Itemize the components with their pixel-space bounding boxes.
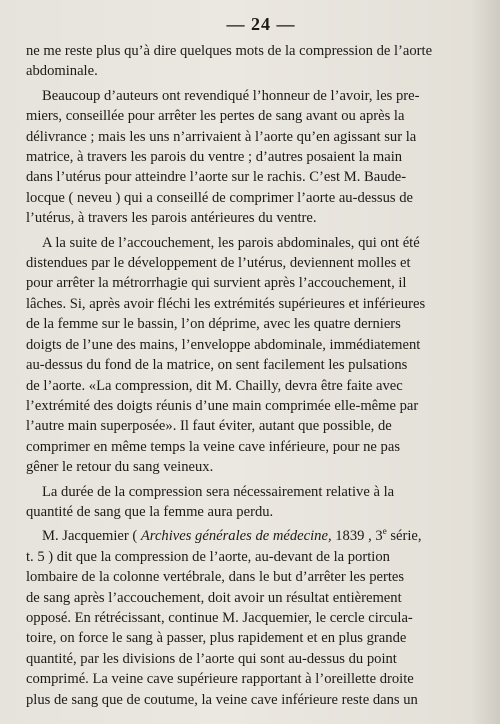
text-line: distendues par le développement de l’utérus, deviennent molles et bbox=[26, 255, 411, 272]
text-line: l’utérus, à travers les parois antérieures du ventre. bbox=[26, 210, 317, 227]
text-line: pour arrêter la métrorrhagie qui survient après l’accouchement, il bbox=[26, 275, 407, 292]
text-line bbox=[26, 526, 478, 546]
paragraph-3 bbox=[26, 233, 478, 478]
text-line: opposé. En rétrécissant, continue M. Jacquemier, le cercle circula- bbox=[26, 609, 413, 626]
text-line: miers, conseillée pour arrêter les pertes de sang avant ou après la bbox=[26, 108, 405, 125]
paragraph-1 bbox=[26, 41, 478, 82]
text-line: de sang après l’accouchement, doit avoir un résultat entièrement bbox=[26, 589, 402, 606]
text-line: plus de sang que de coutume, la veine cave inférieure reste dans un bbox=[26, 691, 418, 708]
text-line: La durée de la compression sera nécessairement relative à la bbox=[42, 483, 395, 500]
text-line: de l’aorte. «La compression, dit M. Chailly, devra être faite avec bbox=[26, 377, 403, 394]
paragraph-4 bbox=[26, 482, 478, 523]
text-line: quantité de sang que la femme aura perdu. bbox=[26, 503, 274, 520]
text-run: série, bbox=[386, 528, 422, 545]
paragraph-5 bbox=[26, 526, 478, 710]
text-line: ne me reste plus qu’à dire quelques mots de la compression de l’aorte bbox=[26, 43, 433, 59]
text-line: de la femme sur le bassin, l’on déprime, avec les quatre derniers bbox=[26, 316, 401, 333]
text-line: comprimé. La veine cave supérieure rapportant à l’oreillette droite bbox=[26, 671, 414, 688]
superscript: e bbox=[382, 526, 387, 537]
text-line: matrice, à travers les parois du ventre ; d’autres posaient la main bbox=[26, 149, 403, 166]
text-line: dans l’utérus pour atteindre l’aorte sur le rachis. C’est M. Baude- bbox=[26, 169, 407, 186]
text-line: l’extrémité des doigts réunis d’une main comprimée elle-même par bbox=[26, 397, 419, 414]
paragraph-2 bbox=[26, 86, 478, 229]
text-line: t. 5 ) dit que la compression de l’aorte, au-devant de la portion bbox=[26, 548, 390, 565]
text-line: lombaire de la colonne vertébrale, dans le but d’arrêter les pertes bbox=[26, 569, 405, 586]
text-run: 1839 , 3 bbox=[331, 528, 383, 545]
text-line: au-dessus du fond de la matrice, on sent facilement les pulsations bbox=[26, 357, 408, 374]
text-line: toire, on force le sang à passer, plus rapidement et en plus grande bbox=[26, 630, 407, 647]
text-line: quantité, par les divisions de l’aorte qui sont au-dessus du point bbox=[26, 650, 397, 667]
text-line: gêner le retour du sang veineux. bbox=[26, 459, 214, 476]
text-line: abdominale. bbox=[26, 63, 98, 80]
text-line: comprimer en même temps la veine cave inférieure, pour ne pas bbox=[26, 438, 401, 455]
text-line: Beaucoup d’auteurs ont revendiqué l’honneur de l’avoir, les pre- bbox=[42, 87, 420, 104]
text-line: l’autre main superposée». Il faut éviter, autant que possible, de bbox=[26, 418, 392, 435]
page-number: — 24 — bbox=[226, 14, 296, 34]
journal-title: Archives générales de médecine, bbox=[140, 528, 332, 545]
text-line: A la suite de l’accouchement, les parois abdominales, qui ont été bbox=[42, 234, 420, 251]
text-line: doigts de l’une des mains, l’enveloppe abdominale, immédiatement bbox=[26, 336, 421, 353]
text-run: M. Jacquemier ( bbox=[42, 528, 141, 545]
text-line: locque ( neveu ) qui a conseillé de comprimer l’aorte au-dessus de bbox=[26, 189, 413, 206]
text-line: lâches. Si, après avoir fléchi les extrémités supérieures et inférieures bbox=[26, 295, 426, 312]
text-line: délivrance ; mais les uns n’arrivaient à l’aorte qu’en agissant sur la bbox=[26, 128, 417, 145]
